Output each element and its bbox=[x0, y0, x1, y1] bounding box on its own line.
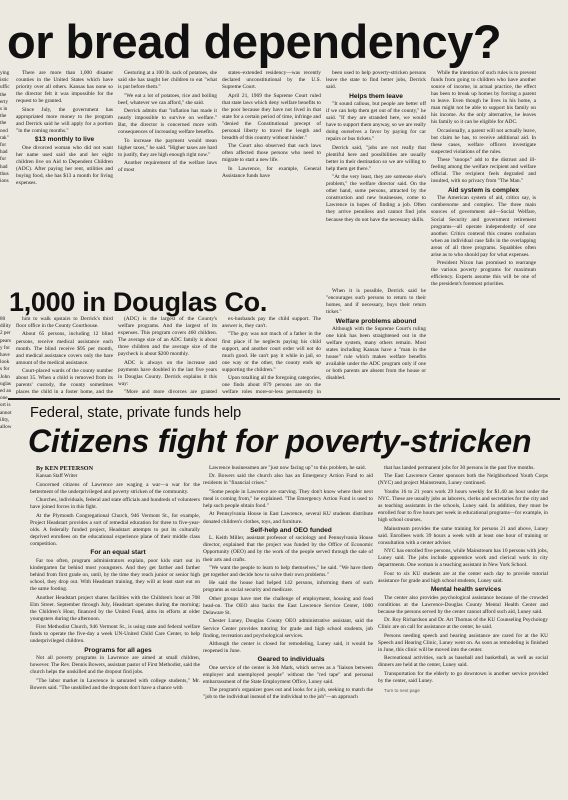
edge-fragment: rak" bbox=[0, 134, 9, 141]
paragraph: "The labor market in Lawrence is saturated with college students," Mr. Bowers said. "The unskilled and the dropouts don't have a chance with bbox=[30, 677, 200, 691]
edge-fragment: y for bbox=[0, 344, 10, 351]
section2-column-3 bbox=[222, 316, 321, 396]
kicker-headline: Federal, state, private funds help bbox=[30, 405, 242, 421]
story-column-1 bbox=[30, 465, 200, 795]
paragraph: Recreational activities, such as baseball and basketball, as well as social dinners are held at the center, Luney said. bbox=[378, 655, 548, 669]
paragraph: Occasionally, a parent will not actually leave, but claim he has, to receive additional aid. In these cases, welfare officers investigate suspected violations of the rules. bbox=[431, 127, 536, 155]
section1-column-3 bbox=[222, 70, 321, 288]
paragraph: "We want the people to learn to help themselves," he said. "We have them get together and decide how to solve their own problems." bbox=[203, 564, 373, 578]
edge-fragment: had bbox=[0, 163, 8, 170]
paragraph: Transportation for the elderly to go downtown is another service provided by the center, said Luney. bbox=[378, 670, 548, 684]
paragraph: him to walk upstairs to Derrick's third floor office in the County Courthouse. bbox=[16, 316, 113, 330]
edge-fragment: dility bbox=[0, 323, 11, 330]
paragraph: First Methodist Church, 946 Vermont St., is using state and federal welfare funds to operate the five-day a week UN-United Child Care Center, to help underprivileged children. bbox=[30, 624, 200, 645]
paragraph: Although with the Supreme Court's ruling one kink has been straightened out in the welfare system, many others remain. Most states including Kansas have a "man in the house" rule which makes welfare benefits available under the ADC program only if one or both parents are absent from the house or disabled. bbox=[326, 326, 426, 382]
paragraph: April 21, 1969 the Supreme Court ruled that state laws which deny welfare benefits to the poor because they have not lived in that state for a certain period of time, infringe and "denied the Constitutional precept of personal liberty to travel the length and breadth of this country without hinder." bbox=[222, 92, 321, 141]
middle-headline: 1,000 in Douglas Co. bbox=[9, 287, 268, 317]
paragraph: Gesturing at a 100 lb. sack of potatoes, she said she has taught her children to eat "what is put before them." bbox=[118, 70, 217, 91]
paragraph: "At the very least, they are someone else's problem," the welfare director said. On the other hand, some persons, attracted by the construction and new businesses, come to Lawrence in hopes of finding a job. Often they arrive penniless and cannot find jobs because they do not have the necessary skills. bbox=[326, 174, 426, 223]
edge-fragment: one bbox=[0, 395, 8, 402]
edge-fragment: have bbox=[0, 352, 10, 359]
paragraph: These "snoops" add to the distrust and ill-feeling among the welfare recipient and welfare official. The recipient feels degraded and insulted, with no privacy from "The Man." bbox=[431, 157, 536, 185]
edge-fragment: ying bbox=[0, 70, 10, 76]
paragraph: One divorced woman who did not want her name used said she and her eight children live on Aid to Dependent Children (ADC). After paying her rent, utilities and buying food, she has $13 a month for living expenses. bbox=[16, 144, 113, 186]
paragraph: Derrick said, "jobs are not really that plentiful here and possibilities are usually better in their destination so we are willing to help them get there." bbox=[326, 144, 426, 172]
section2-column-4 bbox=[326, 288, 426, 396]
edge-fragment: uglas bbox=[0, 380, 11, 387]
paragraph: At the Plymouth Congregational Church, 946 Vermont St., for example, Project Headstart provides a sort of remedial education for three to five-year-olds. A federally funded project, Headstart attempts to put its culturally deprived enrollees on the educational experience plane of their middle class competition. bbox=[30, 512, 200, 548]
paragraph: states–extended residency—was recently declared unconstitutional by the U.S. Supreme Court. bbox=[222, 70, 321, 91]
edge-fragment: the bbox=[0, 120, 7, 127]
section2-column-1 bbox=[16, 316, 113, 396]
paragraph: There are more than 1,000 disaster counties in the United States which have priority over all others. Kansas has none so the director felt it was impossible for the request to be granted. bbox=[16, 70, 113, 105]
edge-fragment: ions bbox=[0, 178, 9, 185]
edge-fragment: the bbox=[0, 113, 7, 120]
subhead-mental-health: Mental health services bbox=[430, 586, 502, 594]
edge-fragment: erty bbox=[0, 98, 9, 105]
byline: By KEN PETERSON bbox=[36, 465, 94, 472]
paragraph: NYC has enrolled five persons, while Mainstream has 10 persons with jobs, Luney said. The jobs include apprentice work and clerical work in city departments. One woman is a teaching assistant in New York School. bbox=[378, 548, 548, 569]
paragraph: When it is possible, Derrick said he "encourages such persons to return to their homes, and if necessary, buys their return ticket." bbox=[326, 288, 426, 316]
subhead-welfare-problems: Welfare problems abound bbox=[335, 317, 417, 325]
paragraph: The program's organizer goes out and looks for a job, seeking to match the "job to the individual instead of the individual to the job"—an approach bbox=[203, 687, 373, 701]
paragraph: ADC is always on the increase and payments have doubled in the last five years in Douglas County. Derrick explains it this way: bbox=[118, 359, 217, 387]
paragraph: Four to six KU students are at the center each day to provide tutorial assistance for grade and high school students, Luney said. bbox=[378, 570, 548, 584]
paragraph: Since July, the government has appropriated more money to the program and Derrick said he will apply for a portion "in the coming months." bbox=[16, 106, 113, 134]
paragraph: Persons needing speech and hearing assistance are cared for at the KU Speech and Hearing Clinic, Luney went on. As soon as remodeling is finished in June, this clinic will be moved into the center. bbox=[378, 632, 548, 653]
subhead-geared-individuals: Geared to individuals bbox=[257, 656, 325, 664]
edge-fragment: John bbox=[0, 373, 10, 380]
edge-fragment: pears bbox=[0, 337, 11, 344]
paragraph: About 65 persons, including 12 blind persons, receive medical assistance each month. The blind receive $95 per month, and medical assistance covers only the bare amount of the medical assistance. bbox=[16, 331, 113, 366]
section1-column-5 bbox=[431, 70, 536, 393]
paragraph: Churches, individuals, federal and state officials and hundreds of volunteers have joined forces in this fight. bbox=[30, 497, 200, 511]
paragraph: The center also provides psychological assistance because of the crowded conditions at the Lawrence-Douglas County Mental Health Center and because the persons served by the center cannot afford such aid, Luney said. bbox=[378, 594, 548, 615]
paragraph: Concerned citizens of Lawrence are waging a war—a war for the betterment of the underprivileged and poverty stricken of the community. bbox=[30, 481, 200, 495]
section2-column-2 bbox=[118, 316, 217, 396]
paragraph: Dr. Roy Richardson and Dr. Art Thomas of the KU Counseling Psychology Clinic are on call for assistance at the center, he said. bbox=[378, 617, 548, 631]
paragraph: Upon totalling all the foregoing categories, one finds about 879 persons are on the welfare roles more-or-less permanently in bbox=[222, 375, 321, 396]
section-divider bbox=[8, 398, 560, 400]
subhead-programs-all-ages: Programs for all ages bbox=[84, 646, 152, 654]
edge-fragment: ility, bbox=[0, 416, 10, 423]
edge-fragment: had bbox=[0, 149, 8, 156]
paragraph: Mainstream provides the same training for persons 21 and above, Luney said. Enrollees work 39 hours a week with at least one hour of training or consultation with a center adviser. bbox=[378, 525, 548, 546]
edge-fragment: for bbox=[0, 142, 7, 149]
paragraph: To increase the payment would mean higher taxes," he said. "Higher taxes are hard to justify, they are high enough right now." bbox=[118, 137, 217, 158]
edge-fragment: allow bbox=[0, 424, 12, 431]
subhead-equal-start: For an equal start bbox=[90, 549, 146, 557]
paragraph: "It sound callous, but people are better off if we can help them get out of the county," he said. "If they are stranded here, we would have to support them anyway, so we are really doing ourselves a favor by paying for car repairs or bus tickets." bbox=[326, 100, 426, 143]
paragraph: Dr. Bowers said the church also has an Emergency Action Fund to aid residents in "financial crises." bbox=[203, 473, 373, 487]
edge-fragment: thus bbox=[0, 170, 9, 177]
subhead-self-help-oeo: Self-help and OEO funded bbox=[250, 526, 332, 534]
paragraph: Another Headstart project shares facilities with the Children's hour at 708 Elm Street. September through July, Headstart operates during the morning; the Children's Hour, financed by the United Fund, aims its efforts at older youngsters during the afternoon. bbox=[30, 594, 200, 622]
byline-role: Kansan Staff Writer bbox=[36, 473, 78, 480]
paragraph: "Some people in Lawrence are starving. They don't know where their next meal is coming from," he explained. "The Emergency Action Fund is used to help such people obtain food." bbox=[203, 488, 373, 510]
paragraph: The Court also observed that such laws often affected those persons who need to migrate to start a new life. bbox=[222, 143, 321, 164]
section1-column-2 bbox=[118, 70, 217, 288]
paragraph: "More and more divorces are granted bbox=[124, 389, 217, 396]
subhead-aid-system-complex: Aid system is complex bbox=[447, 186, 520, 194]
paragraph: been used to help poverty-stricken persons leave the state to find better jobs, Derrick said. bbox=[326, 70, 426, 91]
edge-fragment: s for bbox=[0, 366, 10, 373]
paragraph: While the intention of such rules is to prevent funds from going to children who have another source of income, in actual practice, the effect has been to break up homes by forcing a parent to leave. Even though he lives in his home, a man might not be able to support his family on his income. As the only alternative, he leaves his family so it can be eligible for ADC. bbox=[431, 70, 536, 126]
edge-fragment: 2 per bbox=[0, 330, 11, 337]
left-edge-fragments-middle bbox=[0, 316, 12, 431]
paragraph: He said the house had helped 142 persons, informing them of such programs as social security and medicare. bbox=[203, 580, 373, 594]
paragraph: Far too often, program administrators explain, poor kids start out in kindergarten far behind most youngsters. And they get farther and farther behind from first grade on, until, by the time they reach junior or senior high school, they drop out. With Headstart training, they will at least start out on the same footing. bbox=[30, 557, 200, 593]
paragraph: that has landed permanent jobs for 30 persons in the past five months. bbox=[384, 465, 535, 471]
edge-fragment: 80 bbox=[0, 316, 6, 322]
paragraph: Youths 16 to 21 years work 29 hours weekly for $1.40 an hour under the NYC. These are usually jobs as laborers, clerks and secretaries for the city and as teaching assistants in the schools, Luney said. In addition, they must be enrolled four to five hours per week in educational programs—for example, in high school courses. bbox=[378, 488, 548, 524]
subhead-helps-them-leave: Helps them leave bbox=[349, 92, 403, 100]
edge-fragment: the bbox=[0, 91, 7, 98]
paragraph: Court-placed wards of the county number about 35. When a child is removed from its parents' custody, the county sometimes places the child in a foster home, and the bbox=[16, 368, 113, 396]
paragraph: L. Keith Miller, assistant professor of sociology and Pennsylvania House director, explained that the project was funded by the Office of Economic Opportunity (OEO) and by the work of the people served through the sale of their arts and crafts. bbox=[203, 535, 373, 563]
left-edge-fragments-top bbox=[0, 70, 12, 185]
paragraph: In Lawrence, for example, General Assistance funds have bbox=[222, 165, 321, 179]
paragraph: At Pennsylvania House in East Lawrence, several KU students distribute donated children's clothes, toys, and furniture. bbox=[203, 511, 373, 525]
edge-fragment: s in bbox=[0, 106, 8, 113]
paragraph: One service of the center is Job Mark, which serves as a "liaison between employer and unemployed people" without the "red tape" and personal embarrassment of the State Employment Office, Luney said. bbox=[203, 664, 373, 685]
paragraph: (ADC) is the largest of the County's welfare programs. And the largest of its expenses. This program covers 460 children. The average size of an ADC family is about three children and the average size of the paycheck is about $200 monthly. bbox=[118, 316, 217, 358]
section1-column-4 bbox=[326, 70, 426, 288]
paragraph: Lawrence businessmen are "just now facing up" to this problem, he said. bbox=[209, 465, 366, 471]
paragraph: "The guy was not much of a father in the first place if he neglects paying his child support, and another court order will not do much good. He can't pay it while in jail, so one way or the other, the county ends up supporting the children." bbox=[222, 331, 321, 373]
paragraph: ex-husbands pay the child support. The answer is, they can't. bbox=[222, 316, 321, 330]
paragraph: "We eat a lot of potatoes, rice and boiling beef, whatever we can afford," she said. bbox=[118, 92, 217, 106]
top-headline: or bread dependency? bbox=[7, 15, 502, 68]
story-column-2 bbox=[203, 465, 373, 795]
paragraph: Although the center is closed for remodeling, Luney said, it would be reopened in June. bbox=[203, 640, 373, 655]
edge-fragment: uffic bbox=[0, 84, 10, 91]
edge-fragment: ood bbox=[0, 127, 8, 134]
paragraph: President Nixon has promised to rearrange the various poverty programs for maximum efficiency. Experts assume this will be one of the president's foremost priorities. bbox=[431, 260, 536, 288]
edge-fragment: istic bbox=[0, 77, 9, 84]
main-headline: Citizens fight for poverty-stricken bbox=[28, 423, 532, 459]
paragraph: The American system of aid, critics say, is cumbersome and complex. The three main sources of government aid—Social Welfare, Social Security and government retirement programs—all operate independently of one another. Critics contend this creates confusion when an individual case falls in the overlapping areas of all three programs. Squabbles often arise as to who should pay for what expenses. bbox=[431, 195, 536, 258]
edge-fragment: for bbox=[0, 156, 7, 163]
paragraph: Derrick admits that "inflation has made it nearly impossible to survive on welfare." But, the director is concerned more with consequences of increasing welfare benefits. bbox=[118, 108, 217, 136]
edge-fragment: annot bbox=[0, 409, 12, 416]
paragraph: Other groups have met the challenge of employment, housing and food head-on. The OEO also backs the East Lawrence Service Center, 1000 Delaware St. bbox=[203, 595, 373, 617]
paragraph: Not all poverty programs in Lawrence are aimed at small children, however. The Rev. Dennis Bowers, assistant pastor of First Methodist, said the church helps the unskilled and the dropout find jobs. bbox=[30, 655, 200, 676]
edge-fragment: look bbox=[0, 359, 10, 366]
paragraph: Chester Luney, Douglas County OEO administrative assistant, said the Service Center provides tutoring for grade and high school students, job finding, recreation and psychological services. bbox=[203, 618, 373, 639]
paragraph: Another requirement of the welfare laws of most bbox=[118, 160, 217, 174]
edge-fragment: ed an bbox=[0, 388, 12, 395]
subhead-13-monthly: $13 monthly to live bbox=[34, 136, 95, 144]
story-column-3 bbox=[378, 465, 548, 795]
jump-line: Turn to next page bbox=[384, 687, 420, 693]
section1-column-1 bbox=[16, 70, 113, 288]
edge-fragment: ort is bbox=[0, 402, 11, 409]
paragraph: The East Lawrence Center sponsors both the Neighborhood Youth Corps (NYC) and project Mainstream, Luney continued. bbox=[378, 473, 548, 487]
